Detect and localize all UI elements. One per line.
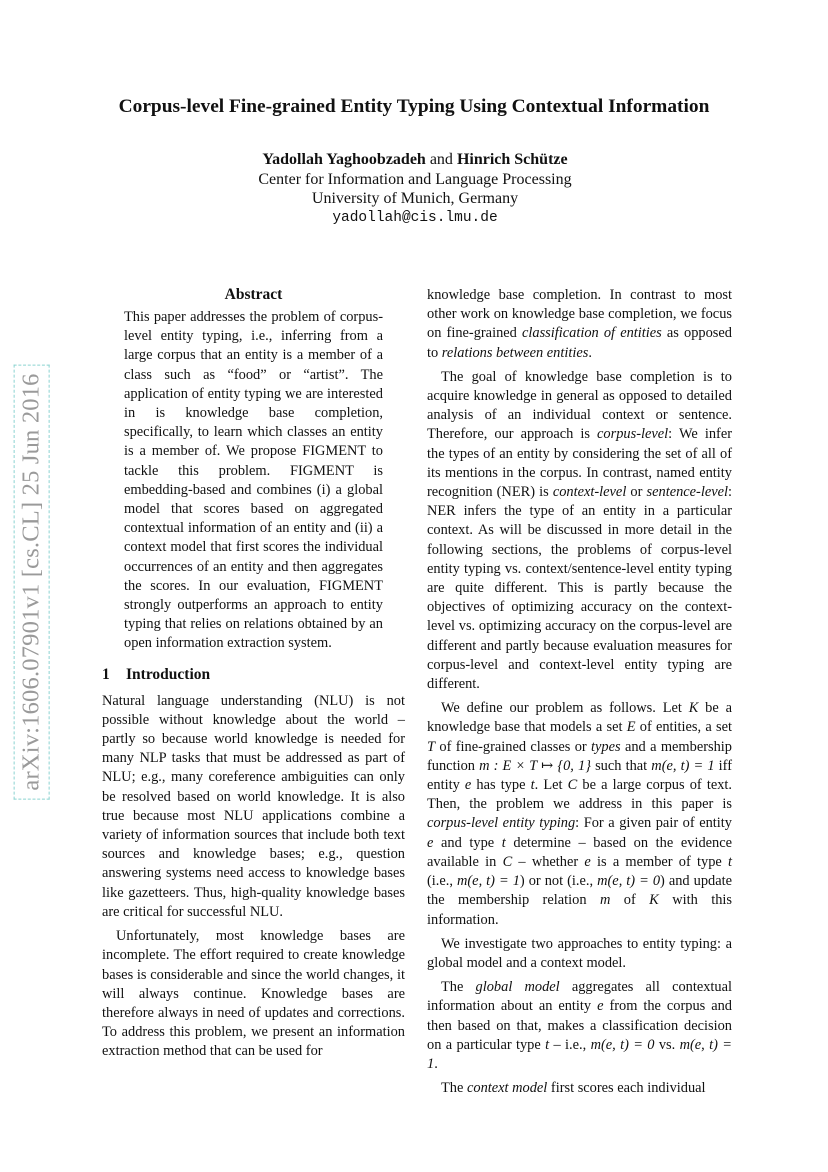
affiliation: Center for Information and Language Processing bbox=[258, 170, 572, 188]
global-model-paragraph: The global model aggregates all contextual information about an entity e from the corpus and then based on that, makes a classification decision on a particular type t – i.e., m(e, t) = 0 vs. m(e, t) = 1. bbox=[427, 979, 733, 1072]
right-column bbox=[427, 286, 732, 1098]
intro-paragraph-1: Natural language understanding (NLU) is not possible without knowledge about the world – partly so because world knowledge is needed for many NLP tasks that must be addressed as part of NLU; e.g., many coreference ambiguities can only be resolved based on world knowledge. It is also true because most NLU applications combine a variety of information sources that include both text sources and knowledge bases; e.g., question answering systems need access to knowledge bases like gazetteers. Thus, high-quality knowledge bases are critical for successful NLU. bbox=[102, 692, 405, 920]
arxiv-id: arXiv:1606.07901v1 [cs.CL] 25 Jun 2016 bbox=[14, 364, 50, 799]
section-number: 1 bbox=[102, 665, 110, 683]
author-names bbox=[100, 150, 730, 170]
section-title: Introduction bbox=[126, 665, 211, 683]
right-paragraph-1: knowledge base completion. In contrast to most other work on knowledge base completion, we focus on fine-grained classification of entities as opposed to relations between entities. bbox=[427, 287, 732, 361]
abstract-heading: Abstract bbox=[224, 286, 283, 303]
abstract-text: This paper addresses the problem of corpus-level entity typing, i.e., inferring from a large corpus that an entity is a member of a class such as “food” or “artist”. The application of entity typing we are interested in is knowledge base completion, specifically, to learn which classes an entity is a member of. We propose FIGMENT to tackle this problem. FIGMENT is embedding-based and combines (i) a global model that scores based on aggregated contextual information of an entity and (ii) a context model that first scores the individual occurrences of an entity and then aggregates the scores. In our evaluation, FIGMENT strongly outperforms an approach to entity typing that relies on relations obtained by an open information extraction system. bbox=[124, 309, 383, 652]
university: University of Munich, Germany bbox=[311, 190, 519, 208]
author-block bbox=[100, 150, 730, 228]
author-conjunction: and bbox=[429, 151, 453, 168]
author-2: Hinrich Schütze bbox=[456, 151, 568, 168]
section-heading-introduction bbox=[102, 666, 405, 684]
right-paragraph-2: The goal of knowledge base completion is to acquire knowledge in general as opposed to detailed analysis of an individual context or sentence. Therefore, our approach is corpus-level: We infer the types of an entity by considering the set of all of its mentions in the corpus. In contrast, named entity recognition (NER) is context-level or sentence-level: NER infers the type of an entity in a particular context. As will be discussed in more detail in the following sections, the problems of corpus-level entity typing vs. context/sentence-level entity typing are quite different. This is partly because the objectives of optimizing accuracy on the context-level vs. optimizing accuracy on the corpus-level are different and partly because evaluation measures for corpus-level and context-level entity typing are different. bbox=[427, 368, 733, 693]
left-column bbox=[102, 284, 405, 1062]
problem-definition-paragraph: We define our problem as follows. Let K be a knowledge base that models a set E of entities, a set T of fine-grained classes or types and a membership function m : E × T ↦ {0, 1} such that m(e, t) = 1 iff entity e has type t. Let C be a large corpus of text. Then, the problem we address in this paper is corpus-level entity typing: For a given pair of entity e and type t determine – based on the evidence available in C – whether e is a member of type t (i.e., m(e, t) = 1) or not (i.e., m(e, t) = 0) and update the membership relation m of K with this information. bbox=[427, 700, 733, 928]
arxiv-identifier-stamp bbox=[12, 338, 52, 826]
paper-title: Corpus-level Fine-grained Entity Typing Using Contextual Information bbox=[118, 96, 710, 117]
author-email: yadollah@cis.lmu.de bbox=[332, 209, 498, 226]
intro-paragraph-2: Unfortunately, most knowledge bases are incomplete. The effort required to create knowledge bases is considerable and since the world changes, it will always continue. Knowledge bases are therefore always in need of updates and corrections. To address this problem, we present an information extraction method that can be used for bbox=[102, 928, 405, 1060]
context-model-paragraph: The context model first scores each individual bbox=[441, 1080, 706, 1097]
author-1: Yadollah Yaghoobzadeh bbox=[262, 151, 426, 168]
approaches-paragraph: We investigate two approaches to entity typing: a global model and a context model. bbox=[427, 935, 732, 971]
